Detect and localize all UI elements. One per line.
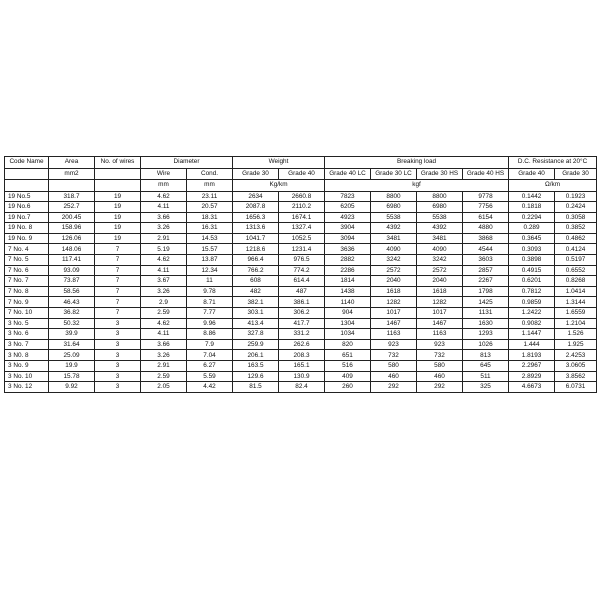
cell-bl-grade30lc: 292 — [371, 382, 417, 393]
unit-dc-resistance: Ω/km — [509, 180, 597, 192]
cell-area: 25.09 — [49, 350, 95, 361]
cable-specification-table — [4, 156, 597, 393]
table-row — [5, 382, 597, 393]
cell-bl-grade30lc: 6980 — [371, 202, 417, 213]
cell-bl-grade40hs: 7756 — [463, 202, 509, 213]
cell-bl-grade40hs: 1293 — [463, 329, 509, 340]
cell-no-of-wires: 3 — [95, 339, 141, 350]
subheader-dc-grade30: Grade 30 — [555, 168, 597, 180]
cell-bl-grade40lc: 1438 — [325, 286, 371, 297]
cell-dc-grade40: 0.4915 — [509, 265, 555, 276]
cell-cond-dia: 6.27 — [187, 361, 233, 372]
cell-bl-grade40hs: 1425 — [463, 297, 509, 308]
cell-area: 31.64 — [49, 339, 95, 350]
cell-bl-grade40lc: 651 — [325, 350, 371, 361]
cell-code-name: 19 No.6 — [5, 202, 49, 213]
table-row — [5, 297, 597, 308]
table-row — [5, 202, 597, 213]
cell-cond-dia: 8.86 — [187, 329, 233, 340]
cell-bl-grade30hs: 2040 — [417, 276, 463, 287]
cell-dc-grade40: 0.7812 — [509, 286, 555, 297]
cell-bl-grade30lc: 732 — [371, 350, 417, 361]
cell-dc-grade40: 0.9082 — [509, 318, 555, 329]
cell-bl-grade40hs: 9778 — [463, 191, 509, 202]
cell-code-name: 19 No.7 — [5, 212, 49, 223]
cell-weight-grade40: 614.4 — [279, 276, 325, 287]
cell-bl-grade30hs: 1163 — [417, 329, 463, 340]
cell-bl-grade30hs: 2572 — [417, 265, 463, 276]
cell-wire-dia: 4.62 — [141, 255, 187, 266]
subheader-no-of-wires-blank — [95, 168, 141, 180]
subheader-wire: Wire — [141, 168, 187, 180]
cell-bl-grade30lc: 5538 — [371, 212, 417, 223]
cell-bl-grade30hs: 3242 — [417, 255, 463, 266]
table-row — [5, 350, 597, 361]
cell-dc-grade40: 0.9859 — [509, 297, 555, 308]
cell-bl-grade40lc: 6205 — [325, 202, 371, 213]
cell-weight-grade40: 1327.4 — [279, 223, 325, 234]
cell-weight-grade40: 487 — [279, 286, 325, 297]
unit-no-of-wires-blank — [95, 180, 141, 192]
cell-bl-grade40hs: 645 — [463, 361, 509, 372]
cell-bl-grade30lc: 1618 — [371, 286, 417, 297]
cell-bl-grade40lc: 1034 — [325, 329, 371, 340]
cell-dc-grade30: 1.526 — [555, 329, 597, 340]
cell-cond-dia: 7.04 — [187, 350, 233, 361]
cell-weight-grade30: 327.8 — [233, 329, 279, 340]
cell-weight-grade40: 208.3 — [279, 350, 325, 361]
cell-bl-grade40hs: 4880 — [463, 223, 509, 234]
cell-bl-grade30hs: 4090 — [417, 244, 463, 255]
cell-bl-grade30lc: 1017 — [371, 308, 417, 319]
cell-code-name: 19 No. 8 — [5, 223, 49, 234]
cell-weight-grade30: 81.5 — [233, 382, 279, 393]
cell-dc-grade30: 2.4253 — [555, 350, 597, 361]
header-dc-resistance: D.C. Resistance at 20°C — [509, 157, 597, 169]
unit-code-name-blank — [5, 180, 49, 192]
cell-weight-grade30: 303.1 — [233, 308, 279, 319]
table-row — [5, 233, 597, 244]
cell-no-of-wires: 7 — [95, 286, 141, 297]
table-row — [5, 329, 597, 340]
cell-wire-dia: 3.67 — [141, 276, 187, 287]
header-diameter: Diameter — [141, 157, 233, 169]
cell-area: 318.7 — [49, 191, 95, 202]
cell-dc-grade40: 0.289 — [509, 223, 555, 234]
unit-area-blank — [49, 180, 95, 192]
cell-cond-dia: 4.42 — [187, 382, 233, 393]
cell-code-name: 7 No. 5 — [5, 255, 49, 266]
cell-dc-grade40: 0.3898 — [509, 255, 555, 266]
cell-bl-grade30hs: 8800 — [417, 191, 463, 202]
cell-weight-grade40: 1674.1 — [279, 212, 325, 223]
cell-wire-dia: 3.26 — [141, 223, 187, 234]
header-row — [5, 157, 597, 169]
cell-wire-dia: 5.19 — [141, 244, 187, 255]
cell-cond-dia: 5.59 — [187, 371, 233, 382]
cell-bl-grade40hs: 813 — [463, 350, 509, 361]
cell-dc-grade40: 1.8193 — [509, 350, 555, 361]
cell-dc-grade40: 0.2294 — [509, 212, 555, 223]
header-breaking-load: Breaking load — [325, 157, 509, 169]
cell-code-name: 3 No. 6 — [5, 329, 49, 340]
subheader-bl-grade40hs: Grade 40 HS — [463, 168, 509, 180]
cell-bl-grade40hs: 511 — [463, 371, 509, 382]
cell-wire-dia: 4.11 — [141, 202, 187, 213]
cell-bl-grade30hs: 460 — [417, 371, 463, 382]
cell-bl-grade30lc: 460 — [371, 371, 417, 382]
cell-cond-dia: 9.78 — [187, 286, 233, 297]
table-row — [5, 339, 597, 350]
cell-cond-dia: 14.53 — [187, 233, 233, 244]
subheader-bl-grade30hs: Grade 30 HS — [417, 168, 463, 180]
cell-weight-grade30: 382.1 — [233, 297, 279, 308]
cell-dc-grade30: 1.0414 — [555, 286, 597, 297]
cell-bl-grade30lc: 4090 — [371, 244, 417, 255]
cell-bl-grade40lc: 1814 — [325, 276, 371, 287]
cell-wire-dia: 3.26 — [141, 350, 187, 361]
cell-area: 93.09 — [49, 265, 95, 276]
cell-weight-grade30: 966.4 — [233, 255, 279, 266]
cell-weight-grade40: 2660.8 — [279, 191, 325, 202]
header-area: Area — [49, 157, 95, 169]
cell-area: 158.96 — [49, 223, 95, 234]
cell-bl-grade40lc: 1304 — [325, 318, 371, 329]
subheader-row — [5, 168, 597, 180]
cell-bl-grade40lc: 3636 — [325, 244, 371, 255]
cell-bl-grade30lc: 4392 — [371, 223, 417, 234]
cell-bl-grade30hs: 1467 — [417, 318, 463, 329]
cell-code-name: 7 No. 8 — [5, 286, 49, 297]
cell-bl-grade30lc: 1163 — [371, 329, 417, 340]
cell-weight-grade30: 413.4 — [233, 318, 279, 329]
cell-weight-grade30: 2087.8 — [233, 202, 279, 213]
cell-weight-grade30: 608 — [233, 276, 279, 287]
cell-dc-grade30: 0.3058 — [555, 212, 597, 223]
cell-weight-grade40: 1231.4 — [279, 244, 325, 255]
cell-bl-grade40lc: 260 — [325, 382, 371, 393]
cell-bl-grade30hs: 732 — [417, 350, 463, 361]
cell-dc-grade30: 6.0731 — [555, 382, 597, 393]
cell-bl-grade30hs: 4392 — [417, 223, 463, 234]
cell-dc-grade30: 0.4124 — [555, 244, 597, 255]
cell-dc-grade40: 1.2422 — [509, 308, 555, 319]
cell-no-of-wires: 19 — [95, 191, 141, 202]
cell-area: 117.41 — [49, 255, 95, 266]
cell-code-name: 7 No. 10 — [5, 308, 49, 319]
cell-wire-dia: 4.62 — [141, 318, 187, 329]
cell-weight-grade40: 1052.5 — [279, 233, 325, 244]
cell-bl-grade40lc: 820 — [325, 339, 371, 350]
cell-no-of-wires: 19 — [95, 223, 141, 234]
cell-area: 148.06 — [49, 244, 95, 255]
cell-area: 9.92 — [49, 382, 95, 393]
cell-weight-grade30: 1041.7 — [233, 233, 279, 244]
cell-dc-grade30: 0.2424 — [555, 202, 597, 213]
cell-cond-dia: 9.96 — [187, 318, 233, 329]
subheader-weight-grade30: Grade 30 — [233, 168, 279, 180]
cell-no-of-wires: 7 — [95, 297, 141, 308]
cell-bl-grade30hs: 1017 — [417, 308, 463, 319]
cell-weight-grade40: 417.7 — [279, 318, 325, 329]
cell-bl-grade40lc: 516 — [325, 361, 371, 372]
subheader-weight-grade40: Grade 40 — [279, 168, 325, 180]
cell-weight-grade30: 2634 — [233, 191, 279, 202]
table-row — [5, 265, 597, 276]
unit-cond: mm — [187, 180, 233, 192]
cell-bl-grade40lc: 2286 — [325, 265, 371, 276]
cell-no-of-wires: 7 — [95, 276, 141, 287]
cell-area: 39.9 — [49, 329, 95, 340]
cell-bl-grade30lc: 3242 — [371, 255, 417, 266]
cell-cond-dia: 16.31 — [187, 223, 233, 234]
cell-weight-grade40: 774.2 — [279, 265, 325, 276]
cell-bl-grade40hs: 6154 — [463, 212, 509, 223]
cell-wire-dia: 4.11 — [141, 329, 187, 340]
subheader-dc-grade40: Grade 40 — [509, 168, 555, 180]
cell-cond-dia: 13.87 — [187, 255, 233, 266]
cell-dc-grade30: 0.1923 — [555, 191, 597, 202]
table-row — [5, 191, 597, 202]
cell-weight-grade40: 2110.2 — [279, 202, 325, 213]
cell-code-name: 19 No.5 — [5, 191, 49, 202]
cell-area: 46.43 — [49, 297, 95, 308]
cell-weight-grade40: 306.2 — [279, 308, 325, 319]
cell-dc-grade30: 0.5197 — [555, 255, 597, 266]
cell-wire-dia: 2.91 — [141, 361, 187, 372]
cell-dc-grade30: 0.6552 — [555, 265, 597, 276]
cell-no-of-wires: 7 — [95, 244, 141, 255]
table-row — [5, 276, 597, 287]
cell-no-of-wires: 3 — [95, 318, 141, 329]
cell-code-name: 7 No. 4 — [5, 244, 49, 255]
cell-dc-grade30: 1.3144 — [555, 297, 597, 308]
cell-area: 73.87 — [49, 276, 95, 287]
subheader-bl-grade40lc: Grade 40 LC — [325, 168, 371, 180]
cell-bl-grade40lc: 3094 — [325, 233, 371, 244]
cell-bl-grade40hs: 1131 — [463, 308, 509, 319]
cell-bl-grade30lc: 2040 — [371, 276, 417, 287]
cell-no-of-wires: 3 — [95, 382, 141, 393]
cell-no-of-wires: 3 — [95, 371, 141, 382]
header-no-of-wires: No. of wires — [95, 157, 141, 169]
cell-dc-grade30: 0.4862 — [555, 233, 597, 244]
cell-bl-grade40lc: 3904 — [325, 223, 371, 234]
cell-dc-grade40: 0.3093 — [509, 244, 555, 255]
cell-weight-grade40: 976.5 — [279, 255, 325, 266]
cell-dc-grade30: 0.8268 — [555, 276, 597, 287]
cell-code-name: 7 No. 7 — [5, 276, 49, 287]
cell-bl-grade30hs: 1618 — [417, 286, 463, 297]
cell-bl-grade30lc: 923 — [371, 339, 417, 350]
cell-weight-grade30: 259.9 — [233, 339, 279, 350]
cell-weight-grade30: 129.6 — [233, 371, 279, 382]
cell-wire-dia: 2.59 — [141, 371, 187, 382]
cell-area: 50.32 — [49, 318, 95, 329]
cell-area: 19.9 — [49, 361, 95, 372]
cell-dc-grade40: 0.6201 — [509, 276, 555, 287]
subheader-cond: Cond. — [187, 168, 233, 180]
cell-dc-grade30: 1.6559 — [555, 308, 597, 319]
unit-wire: mm — [141, 180, 187, 192]
subheader-code-name-blank — [5, 168, 49, 180]
cell-wire-dia: 2.91 — [141, 233, 187, 244]
cell-cond-dia: 18.31 — [187, 212, 233, 223]
cell-wire-dia: 3.66 — [141, 339, 187, 350]
cell-bl-grade40hs: 1798 — [463, 286, 509, 297]
cell-bl-grade30hs: 1282 — [417, 297, 463, 308]
cell-bl-grade30hs: 6980 — [417, 202, 463, 213]
cell-bl-grade40lc: 7823 — [325, 191, 371, 202]
cell-dc-grade30: 3.0605 — [555, 361, 597, 372]
unit-area: mm2 — [49, 168, 95, 180]
cell-no-of-wires: 7 — [95, 265, 141, 276]
cell-code-name: 7 No. 6 — [5, 265, 49, 276]
cell-weight-grade40: 262.6 — [279, 339, 325, 350]
cell-dc-grade40: 2.2967 — [509, 361, 555, 372]
cell-dc-grade40: 4.6673 — [509, 382, 555, 393]
cell-dc-grade30: 3.8562 — [555, 371, 597, 382]
unit-row — [5, 180, 597, 192]
cell-dc-grade30: 1.925 — [555, 339, 597, 350]
cell-bl-grade40hs: 3868 — [463, 233, 509, 244]
cell-weight-grade40: 130.9 — [279, 371, 325, 382]
cell-bl-grade30lc: 3481 — [371, 233, 417, 244]
cell-code-name: 3 No. 7 — [5, 339, 49, 350]
cell-dc-grade40: 0.3645 — [509, 233, 555, 244]
cell-cond-dia: 23.11 — [187, 191, 233, 202]
table-row — [5, 223, 597, 234]
cell-weight-grade40: 331.2 — [279, 329, 325, 340]
cell-bl-grade40hs: 2267 — [463, 276, 509, 287]
cell-weight-grade30: 1656.3 — [233, 212, 279, 223]
table-row — [5, 308, 597, 319]
cell-code-name: 3 No. 12 — [5, 382, 49, 393]
cell-bl-grade30lc: 1467 — [371, 318, 417, 329]
cell-no-of-wires: 3 — [95, 329, 141, 340]
cell-wire-dia: 4.11 — [141, 265, 187, 276]
table-row — [5, 244, 597, 255]
unit-breaking-load: kgf — [325, 180, 509, 192]
cell-code-name: 3 No. 9 — [5, 361, 49, 372]
cell-area: 200.45 — [49, 212, 95, 223]
unit-weight: Kg/km — [233, 180, 325, 192]
cell-bl-grade40hs: 4544 — [463, 244, 509, 255]
cell-dc-grade40: 1.1447 — [509, 329, 555, 340]
cell-no-of-wires: 19 — [95, 202, 141, 213]
cell-weight-grade30: 1218.6 — [233, 244, 279, 255]
cell-cond-dia: 8.71 — [187, 297, 233, 308]
cell-wire-dia: 2.9 — [141, 297, 187, 308]
cell-code-name: 19 No. 9 — [5, 233, 49, 244]
cell-bl-grade30lc: 2572 — [371, 265, 417, 276]
cell-bl-grade40lc: 2882 — [325, 255, 371, 266]
cell-cond-dia: 11 — [187, 276, 233, 287]
cell-wire-dia: 4.62 — [141, 191, 187, 202]
cell-cond-dia: 7.77 — [187, 308, 233, 319]
cell-area: 36.82 — [49, 308, 95, 319]
cell-no-of-wires: 19 — [95, 212, 141, 223]
cell-weight-grade30: 482 — [233, 286, 279, 297]
cell-code-name: 7 No. 9 — [5, 297, 49, 308]
cell-code-name: 3 No. 5 — [5, 318, 49, 329]
header-code-name: Code Name — [5, 157, 49, 169]
cell-area: 58.56 — [49, 286, 95, 297]
table-row — [5, 371, 597, 382]
cell-no-of-wires: 3 — [95, 350, 141, 361]
cell-dc-grade40: 1.444 — [509, 339, 555, 350]
cell-bl-grade40lc: 409 — [325, 371, 371, 382]
cell-area: 126.06 — [49, 233, 95, 244]
cell-bl-grade30hs: 5538 — [417, 212, 463, 223]
cell-bl-grade40lc: 1140 — [325, 297, 371, 308]
subheader-bl-grade30lc: Grade 30 LC — [371, 168, 417, 180]
cell-bl-grade30hs: 292 — [417, 382, 463, 393]
cell-bl-grade40hs: 1026 — [463, 339, 509, 350]
cell-bl-grade40lc: 904 — [325, 308, 371, 319]
cell-wire-dia: 3.66 — [141, 212, 187, 223]
header-weight: Weight — [233, 157, 325, 169]
cell-bl-grade30hs: 580 — [417, 361, 463, 372]
cell-weight-grade40: 165.1 — [279, 361, 325, 372]
cell-area: 15.78 — [49, 371, 95, 382]
cell-cond-dia: 15.57 — [187, 244, 233, 255]
cell-dc-grade30: 0.3852 — [555, 223, 597, 234]
cell-code-name: 3 No. 10 — [5, 371, 49, 382]
cell-weight-grade30: 766.2 — [233, 265, 279, 276]
cell-dc-grade30: 1.2104 — [555, 318, 597, 329]
table-row — [5, 361, 597, 372]
cell-weight-grade40: 386.1 — [279, 297, 325, 308]
cell-wire-dia: 2.59 — [141, 308, 187, 319]
cell-bl-grade30lc: 8800 — [371, 191, 417, 202]
table-row — [5, 255, 597, 266]
cell-cond-dia: 7.9 — [187, 339, 233, 350]
table-row — [5, 212, 597, 223]
cell-weight-grade30: 206.1 — [233, 350, 279, 361]
cell-no-of-wires: 7 — [95, 308, 141, 319]
cell-weight-grade30: 1313.6 — [233, 223, 279, 234]
cell-bl-grade30lc: 580 — [371, 361, 417, 372]
cell-no-of-wires: 7 — [95, 255, 141, 266]
table-row — [5, 286, 597, 297]
table-row — [5, 318, 597, 329]
cell-wire-dia: 2.05 — [141, 382, 187, 393]
cell-area: 252.7 — [49, 202, 95, 213]
cell-bl-grade40hs: 325 — [463, 382, 509, 393]
cell-dc-grade40: 0.1442 — [509, 191, 555, 202]
cell-weight-grade40: 82.4 — [279, 382, 325, 393]
cell-bl-grade30lc: 1282 — [371, 297, 417, 308]
cell-bl-grade40lc: 4923 — [325, 212, 371, 223]
cell-code-name: 3 N0. 8 — [5, 350, 49, 361]
cell-dc-grade40: 2.8929 — [509, 371, 555, 382]
cell-cond-dia: 20.57 — [187, 202, 233, 213]
cell-bl-grade40hs: 3603 — [463, 255, 509, 266]
cell-bl-grade30hs: 923 — [417, 339, 463, 350]
cell-wire-dia: 3.26 — [141, 286, 187, 297]
cell-dc-grade40: 0.1818 — [509, 202, 555, 213]
cell-cond-dia: 12.34 — [187, 265, 233, 276]
cell-no-of-wires: 19 — [95, 233, 141, 244]
cell-bl-grade40hs: 2857 — [463, 265, 509, 276]
cell-bl-grade30hs: 3481 — [417, 233, 463, 244]
cell-bl-grade40hs: 1630 — [463, 318, 509, 329]
cell-no-of-wires: 3 — [95, 361, 141, 372]
cell-weight-grade30: 163.5 — [233, 361, 279, 372]
